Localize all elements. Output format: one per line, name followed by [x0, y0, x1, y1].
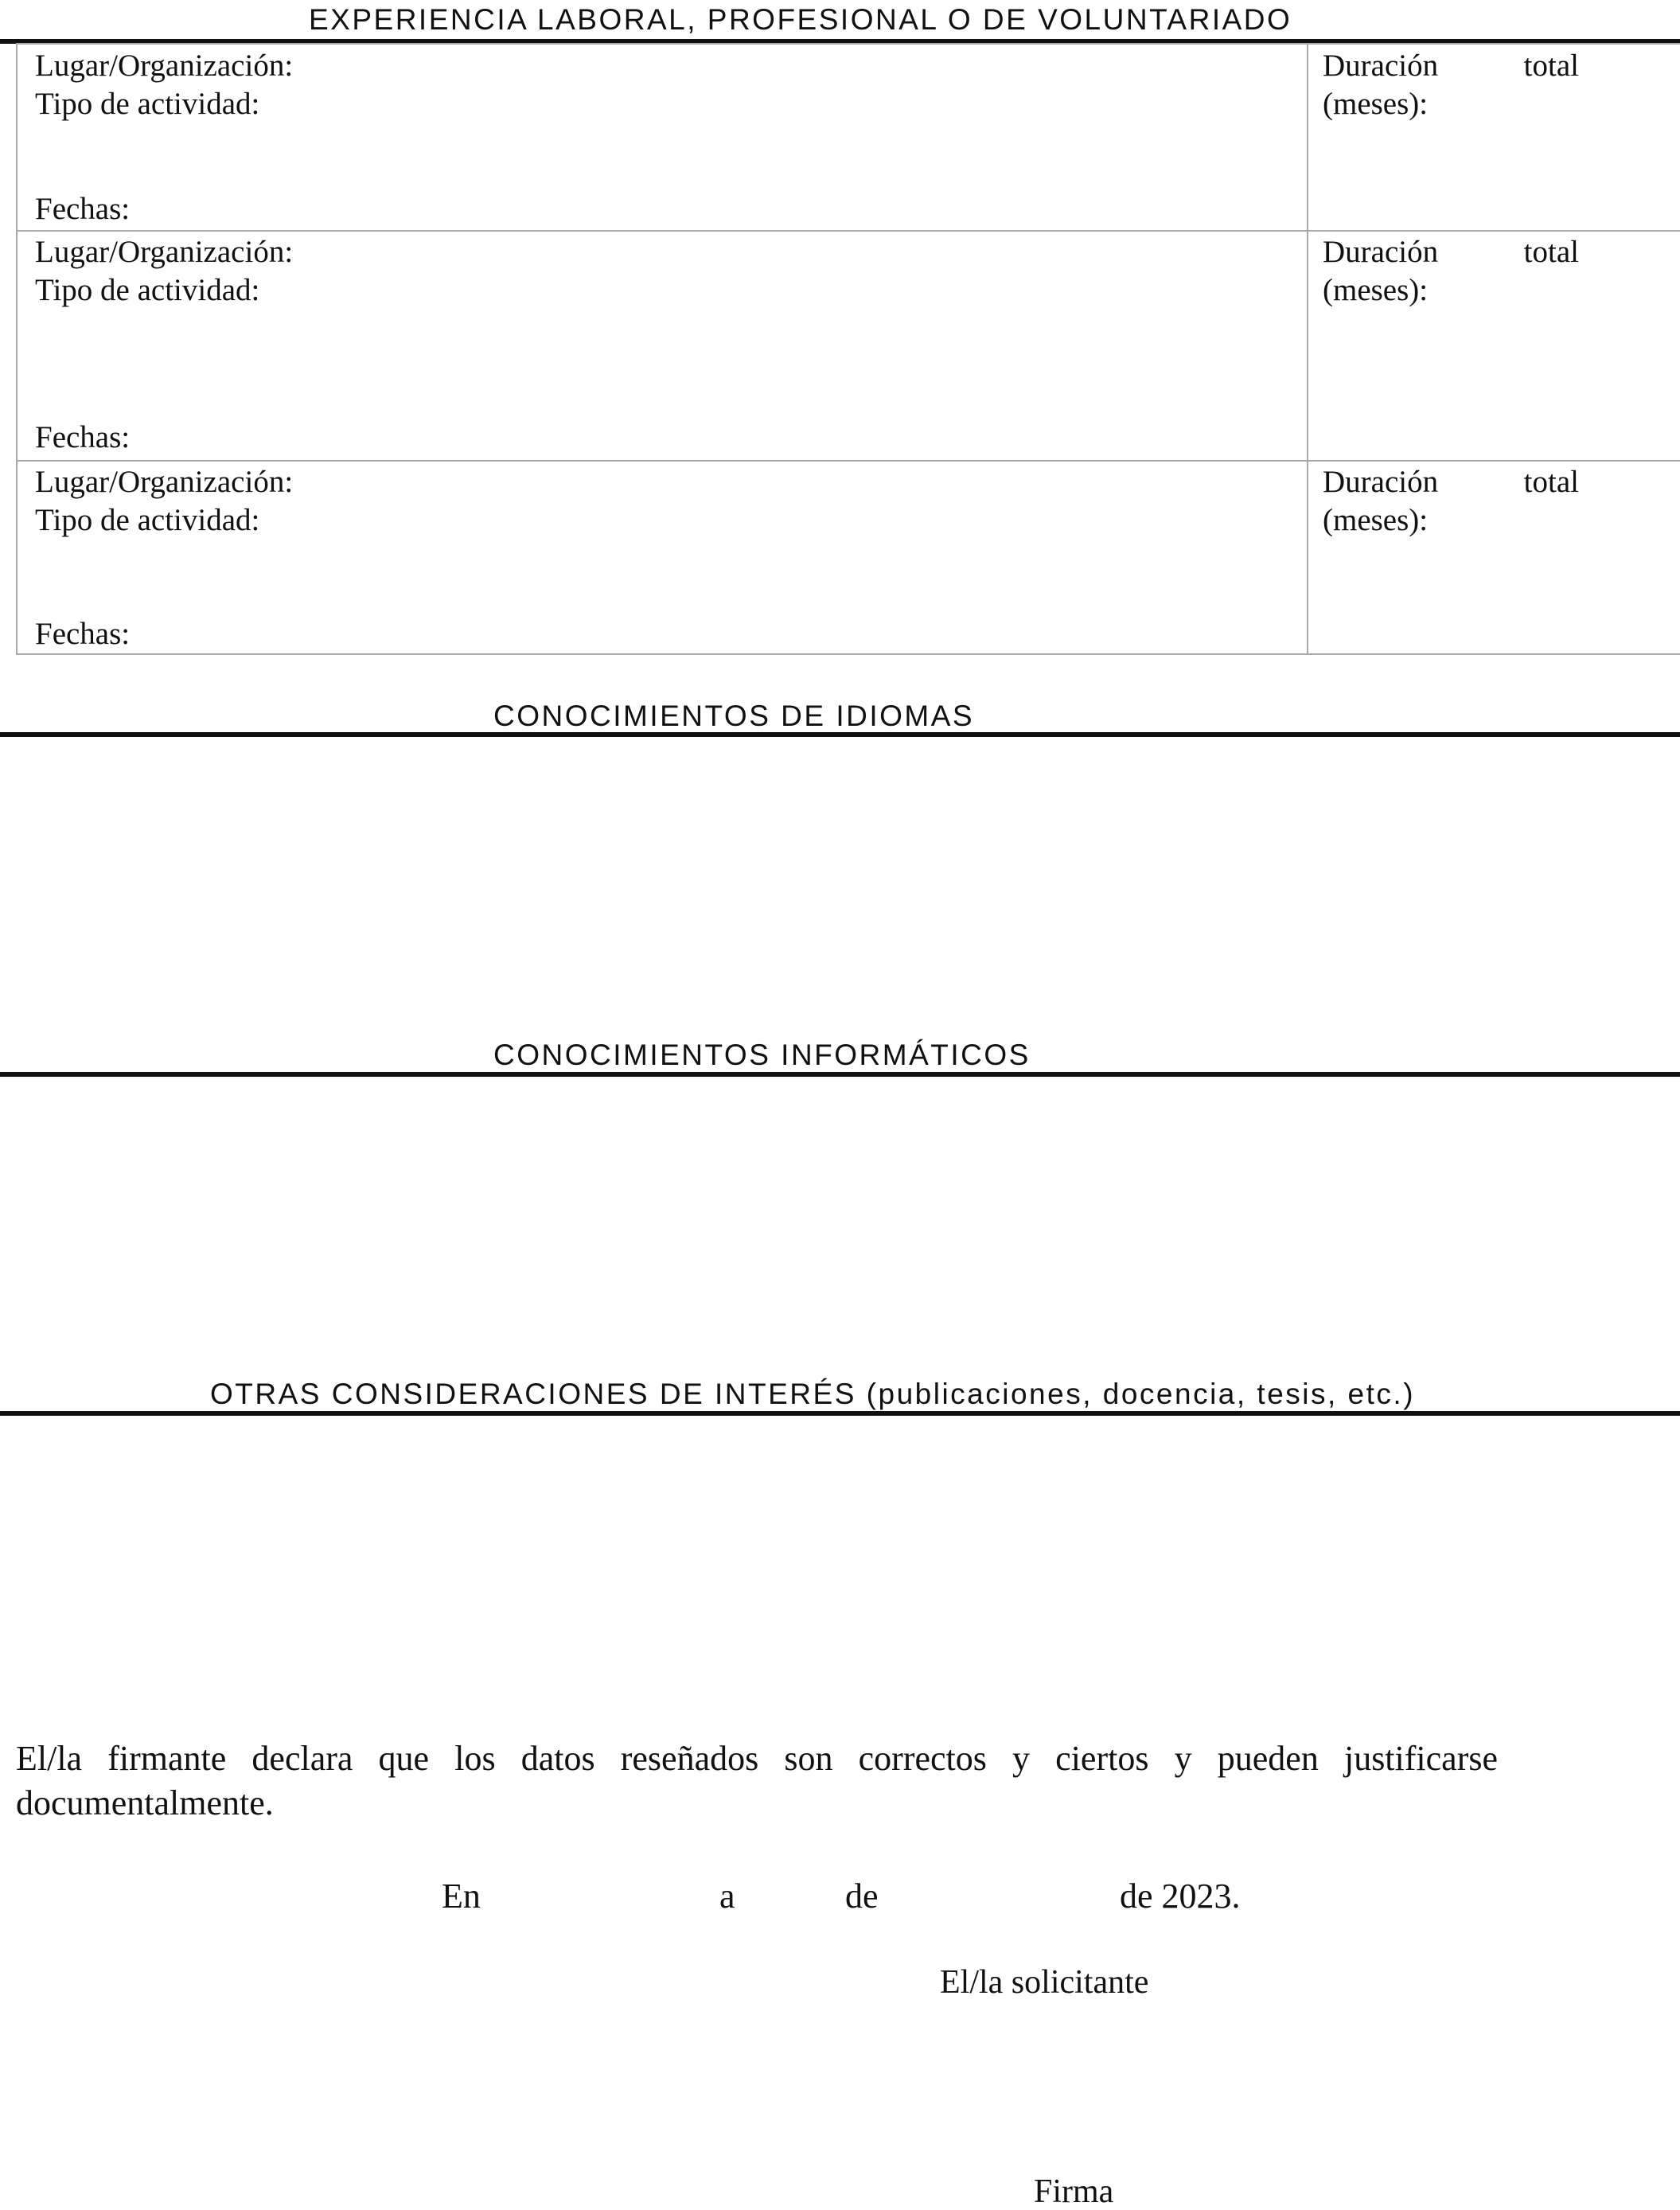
experience-right-cell-3 [1308, 461, 1680, 654]
applicant-label: El/la solicitante [940, 1964, 1149, 2001]
it-section-title: CONOCIMIENTOS INFORMÁTICOS [493, 1039, 1031, 1071]
experience-row-1 [17, 44, 1680, 231]
it-section-rule [0, 1072, 1680, 1077]
other-section-title: OTRAS CONSIDERACIONES DE INTERÉS (publicaciones, docencia, tesis, etc.) [210, 1378, 1416, 1410]
place-prefix-label: En [442, 1877, 481, 1916]
experience-left-cell-1 [17, 44, 1308, 231]
languages-section-title: CONOCIMIENTOS DE IDIOMAS [493, 700, 975, 732]
experience-left-cell-3 [17, 461, 1308, 654]
experience-section-title: EXPERIENCIA LABORAL, PROFESIONAL O DE VOLUNTARIADO [309, 3, 1292, 36]
duration-label-line [1323, 463, 1579, 501]
months-label [1323, 85, 1579, 123]
experience-right-cell-2 [1308, 231, 1680, 461]
day-prefix-label: a [719, 1877, 735, 1916]
duration-label-line [1323, 233, 1579, 271]
experience-left-cell-2 [17, 231, 1308, 461]
duration-word: Duración [1323, 49, 1439, 83]
dates-label: Fechas: [35, 192, 131, 226]
declaration-text: El/la firmante declara que los datos reseñados son correctos y ciertos y pueden justificarse documentalmente. [16, 1739, 1498, 1822]
total-word: total [1523, 235, 1579, 269]
duration-label-line [1323, 47, 1579, 85]
experience-row-3 [17, 461, 1680, 654]
place-label: Lugar/Organización: [35, 235, 294, 269]
languages-section-rule [0, 732, 1680, 737]
months-word: (meses): [1323, 87, 1429, 121]
year-label: de 2023. [1120, 1877, 1241, 1916]
total-word: total [1523, 49, 1579, 83]
months-label [1323, 501, 1579, 540]
duration-word: Duración [1323, 235, 1439, 269]
place-label: Lugar/Organización: [35, 49, 294, 83]
place-label: Lugar/Organización: [35, 465, 294, 499]
total-word: total [1523, 465, 1579, 499]
months-word: (meses): [1323, 273, 1429, 307]
activity-label: Tipo de actividad: [35, 503, 260, 537]
activity-label: Tipo de actividad: [35, 273, 260, 307]
dates-label: Fechas: [35, 420, 131, 454]
experience-table [16, 43, 1680, 655]
dates-label: Fechas: [35, 617, 131, 651]
experience-right-cell-1 [1308, 44, 1680, 231]
months-word: (meses): [1323, 503, 1429, 537]
activity-label: Tipo de actividad: [35, 87, 260, 121]
other-section-rule [0, 1411, 1680, 1416]
months-label [1323, 271, 1579, 310]
month-prefix-label: de [845, 1877, 879, 1916]
experience-row-2 [17, 231, 1680, 461]
signature-label: Firma [1034, 2173, 1114, 2210]
duration-word: Duración [1323, 465, 1439, 499]
